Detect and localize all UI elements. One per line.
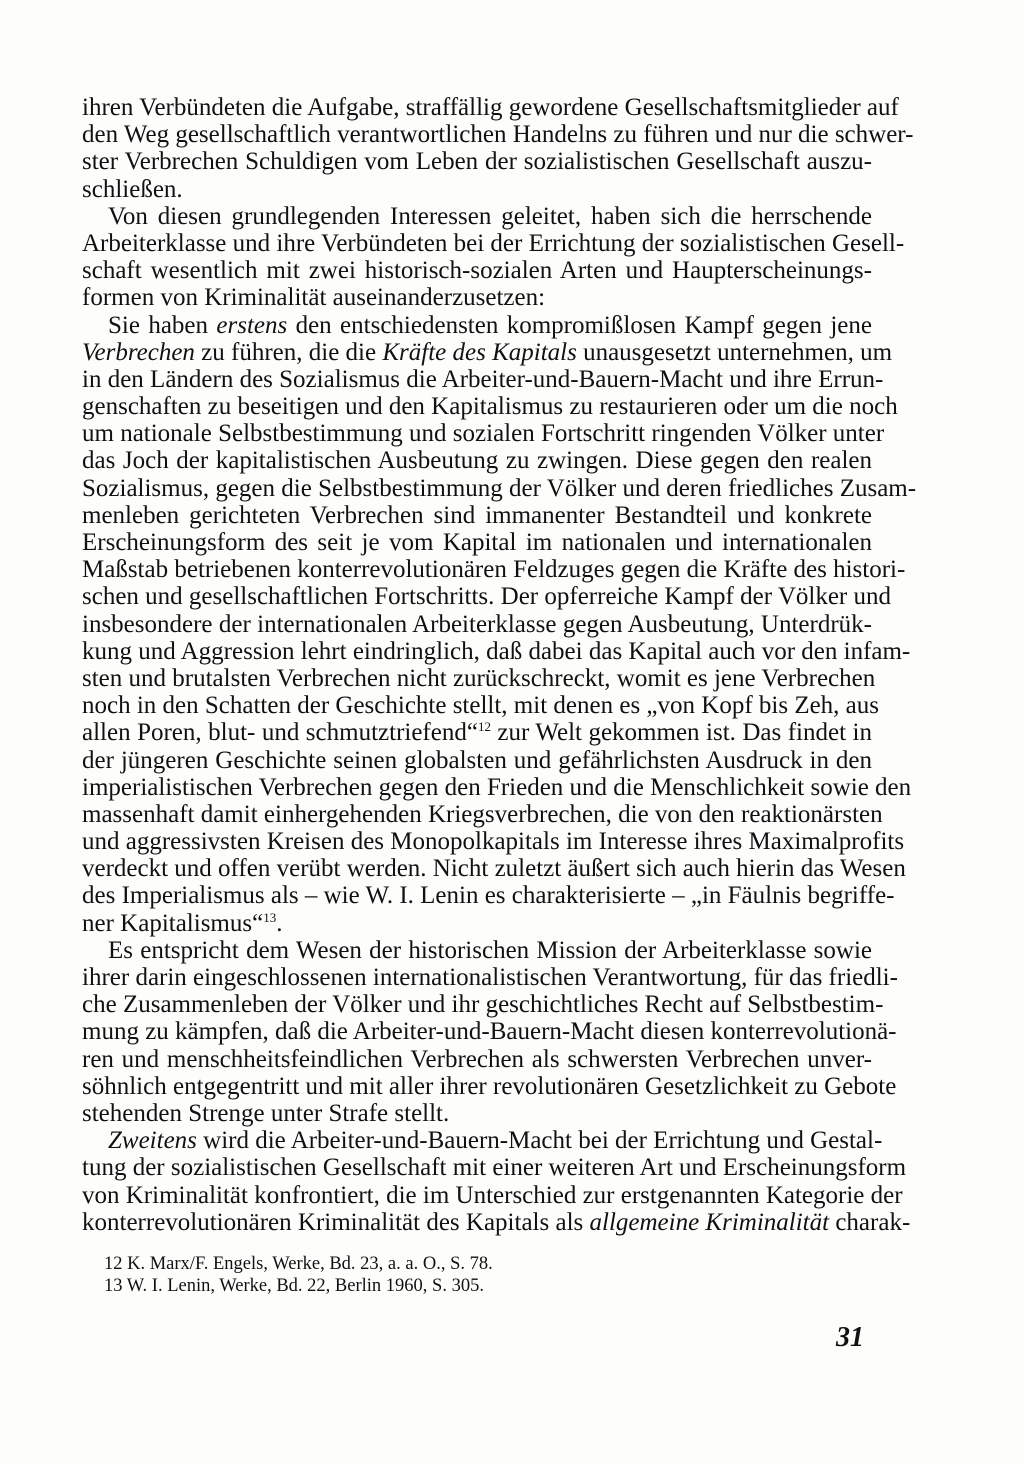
text-run: konterrevolutionären Kriminalität des Kapitals als (82, 1208, 590, 1236)
text-line: des Imperialismus als – wie W. I. Lenin es charakterisierte – „in Fäulnis begriffe- (82, 882, 895, 910)
text-line: tung der sozialistischen Gesellschaft mit einer weiteren Art und Erscheinungsform (82, 1154, 907, 1182)
text-line: in den Ländern des Sozialismus die Arbeiter-und-Bauern-Macht und ihre Errun- (82, 365, 884, 393)
text-line: noch in den Schatten der Geschichte stellt, mit denen es „von Kopf bis Zeh, aus (82, 692, 880, 720)
text-line: schen und gesellschaftlichen Fortschritts. Der opferreiche Kampf der Völker und (82, 583, 891, 611)
text-run: charak- (829, 1208, 911, 1236)
footnotes (104, 1253, 804, 1297)
text-line (82, 910, 872, 937)
text-line: ster Verbrechen Schuldigen vom Leben der sozialistischen Gesellschaft auszu- (82, 148, 872, 176)
text-line: von Kriminalität konfrontiert, die im Unterschied zur erstgenannten Kategorie der (82, 1181, 903, 1209)
footnote-12: 12 K. Marx/F. Engels, Werke, Bd. 23, a. a. O., S. 78. (104, 1254, 493, 1274)
emphasis-erstens: erstens (216, 311, 288, 339)
text-run: wird die Arbeiter-und-Bauern-Macht bei der Errichtung und Gestal- (196, 1127, 883, 1155)
page-number: 31 (836, 1322, 864, 1353)
text-line: sten und brutalsten Verbrechen nicht zurückschreckt, womit es jene Verbrechen (82, 664, 876, 692)
text-line: genschaften zu beseitigen und den Kapitalismus zu restaurieren oder um die noch (82, 393, 898, 421)
text-line (82, 1208, 911, 1236)
text-run: zu führen, die die (194, 338, 383, 366)
text-run: Sie haben (108, 311, 217, 339)
text-line: den Weg gesellschaftlich verantwortlichen Handelns zu führen und nur die schwer- (82, 121, 914, 149)
emphasis-allgemeine-kriminalitaet: allgemeine Kriminalität (589, 1208, 830, 1236)
text-line (82, 1127, 883, 1155)
text-run: zur Welt gekommen ist. Das findet in (490, 719, 872, 747)
text-line: insbesondere der internationalen Arbeiterklasse gegen Ausbeutung, Unterdrük- (82, 610, 872, 638)
text-line: söhnlich entgegentritt und mit aller ihrer revolutionären Gesetzlichkeit zu Gebote (82, 1072, 897, 1100)
text-line: schaft wesentlich mit zwei historisch-sozialen Arten und Haupterscheinungs- (82, 257, 872, 285)
text-line: ihrer darin eingeschlossenen internationalistischen Verantwortung, für das friedli- (82, 964, 898, 991)
text-line: Erscheinungsform des seit je vom Kapital im nationalen und internationalen (82, 529, 872, 556)
text-run: den entschiedensten kompromißlosen Kampf gegen jene (287, 311, 873, 339)
text-line: kung und Aggression lehrt eindringlich, daß dabei das Kapital auch vor den infam- (82, 637, 911, 665)
text-run: ner Kapitalismus“ (82, 909, 264, 937)
text-line: ren und menschheitsfeindlichen Verbrechen als schwersten Verbrechen unver- (82, 1045, 872, 1073)
text-line: formen von Kriminalität auseinanderzusetzen: (82, 284, 546, 312)
text-line (82, 719, 872, 746)
text-line: Es entspricht dem Wesen der historischen Mission der Arbeiterklasse sowie (108, 936, 872, 964)
text-line (82, 312, 872, 339)
text-line: verdeckt und offen verübt werden. Nicht zuletzt äußert sich auch hierin das Wesen (82, 855, 906, 883)
text-line: Arbeiterklasse und ihre Verbündeten bei der Errichtung der sozialistischen Gesell- (82, 229, 905, 257)
text-line: Sozialismus, gegen die Selbstbestimmung der Völker und deren friedliches Zusam- (82, 474, 917, 502)
footnote-ref-12: 12 (477, 719, 491, 735)
text-line: menleben gerichteten Verbrechen sind immanenter Bestandteil und konkrete (82, 501, 872, 529)
text-line: stehenden Strenge unter Strafe stellt. (82, 1099, 450, 1127)
text-line: imperialistischen Verbrechen gegen den Frieden und die Menschlichkeit sowie den (82, 773, 912, 801)
text-line: massenhaft damit einhergehenden Kriegsverbrechen, die von den reaktionärsten (82, 800, 883, 828)
text-line: schließen. (82, 175, 183, 203)
footnote-ref-13: 13 (263, 909, 277, 925)
text-line: Von diesen grundlegenden Interessen geleitet, haben sich die herrschende (108, 202, 872, 230)
text-line: das Joch der kapitalistischen Ausbeutung zu zwingen. Diese gegen den realen (82, 447, 872, 475)
text-run: unausgesetzt unternehmen, um (576, 338, 893, 366)
text-run: . (276, 909, 283, 937)
text-run: allen Poren, blut- und schmutztriefend“ (82, 719, 478, 747)
text-line: ihren Verbündeten die Aufgabe, straffällig gewordene Gesellschaftsmitglieder auf (82, 94, 899, 121)
text-line: der jüngeren Geschichte seinen globalsten und gefährlichsten Ausdruck in den (82, 746, 872, 774)
text-line: Maßstab betriebenen konterrevolutionären Feldzuges gegen die Kräfte des histori- (82, 556, 906, 584)
footnote-13: 13 W. I. Lenin, Werke, Bd. 22, Berlin 1960, S. 305. (104, 1276, 484, 1296)
text-line: und aggressivsten Kreisen des Monopolkapitals im Interesse ihres Maximalprofits (82, 828, 905, 856)
text-line: che Zusammenleben der Völker und ihr geschichtliches Recht auf Selbstbestim- (82, 991, 884, 1019)
emphasis-verbrechen: Verbrechen (82, 338, 195, 366)
text-line (82, 338, 893, 366)
emphasis-kraefte-des-kapitals: Kräfte des Kapitals (382, 338, 577, 366)
text-line: mung zu kämpfen, daß die Arbeiter-und-Bauern-Macht diesen konterrevolutionä- (82, 1018, 897, 1046)
text-line: um nationale Selbstbestimmung und sozialen Fortschritt ringenden Völker unter (82, 420, 885, 448)
body-text (82, 94, 917, 1236)
emphasis-zweitens: Zweitens (108, 1127, 197, 1155)
